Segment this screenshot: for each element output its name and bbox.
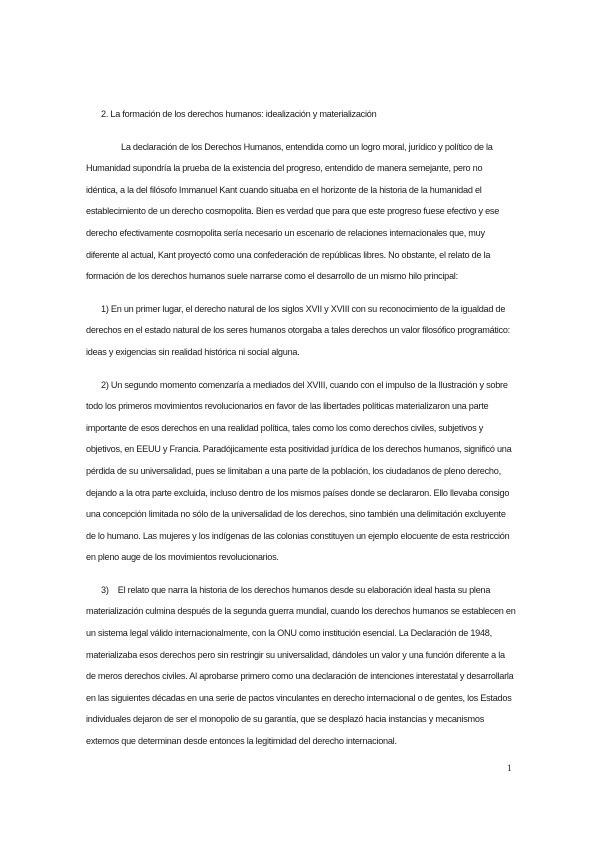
page-number: 1: [507, 764, 512, 774]
section-heading: 2. La formación de los derechos humanos: idealización y materialización: [101, 109, 377, 119]
list-item-3: 3) El relato que narra la historia de los derechos humanos desde su elaboración ideal hasta su plena materialización culmina después de la segunda guerra mundial, cuando los derechos humanos se establecen en un sistema legal válido internacionalmente, con la ONU como institución esencial. La Declaración de 1948, materializaba esos derechos pero sin restringir su universalidad, dándoles un valor y una función diferente a la de meros derechos civiles. Al aprobarse primero como una declaración de intenciones interestatal y desarrollarla en las siguientes décadas en una serie de pactos vinculantes en derecho internacional o de gentes, los Estados individuales dejaron de ser el monopolio de su garantía, que se desplazó hacia instancias y mecanismos externos que determinan desde entonces la legitimidad del derecho internacional.: [86, 584, 518, 747]
document-body: [86, 104, 516, 753]
intro-paragraph: La declaración de los Derechos Humanos, entendida como un logro moral, jurídico y político de la Humanidad supondría la prueba de la existencia del progreso, entendido de manera semejante, pero no idéntica, a la del filósofo Immanuel Kant cuando situaba en el horizonte de la historia de la humanidad el establecimiento de un derecho cosmopolita. Bien es verdad que para que este progreso fuese efectivo y ese derecho efectivamente cosmopolita sería necesario un escenario de relaciones internacionales que, muy diferente al actual, Kant proyectó como una confederación de repúblicas libres. No obstante, el relato de la formación de los derechos humanos suele narrarse como el desarrollo de un mismo hilo principal:: [86, 141, 500, 282]
list-item-1: 1) En un primer lugar, el derecho natural de los siglos XVII y XVIII con su reconocimiento de la igualdad de derechos en el estado natural de los seres humanos otorgaba a tales derechos un valor filosófico programático: ideas y exigencias sin realidad histórica ni social alguna.: [86, 303, 510, 357]
list-item-2: 2) Un segundo momento comenzaría a mediados del XVIII, cuando con el impulso de la Ilustración y sobre todo los primeros movimientos revolucionarios en favor de las libertades políticas materializaron una parte importante de esos derechos en una realidad política, tales como los como derechos civiles, subjetivos y objetivos, en EEUU y Francia. Paradójicamente esta positividad jurídica de los derechos humanos, significó una pérdida de su universalidad, pues se limitaban a una parte de la población, los ciudadanos de pleno derecho, dejando a la otra parte excluida, incluso dentro de los mismos países donde se declararon. Ello llevaba consigo una concepción limitada no sólo de la universalidad de los derechos, sino también una delimitación excluyente de lo humano. Las mujeres y los indígenas de las colonias constituyen un ejemplo elocuente de esta restricción en pleno auge de los movimientos revolucionarios.: [86, 379, 512, 563]
